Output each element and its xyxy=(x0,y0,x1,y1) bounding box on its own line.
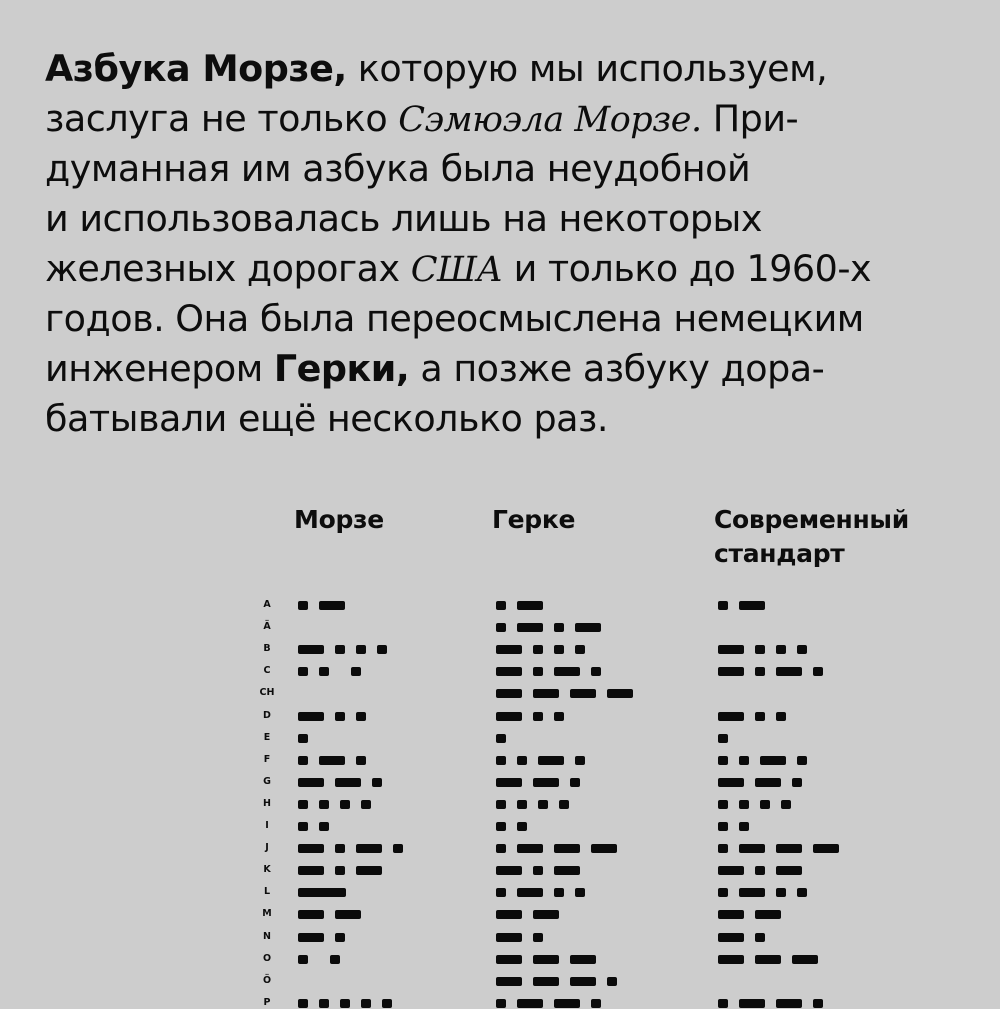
dot-mark xyxy=(755,667,765,676)
dot-mark xyxy=(361,800,371,809)
column-header-modern xyxy=(714,503,909,571)
dash-mark xyxy=(319,756,345,765)
dot-mark xyxy=(554,623,564,632)
dot-mark xyxy=(298,800,308,809)
dot-mark xyxy=(755,933,765,942)
intro-line xyxy=(45,344,985,394)
dash-mark xyxy=(298,910,324,919)
dash-mark xyxy=(496,712,522,721)
dot-mark xyxy=(335,933,345,942)
dot-mark xyxy=(755,866,765,875)
letter-label: Ö xyxy=(262,974,272,986)
intro-line xyxy=(45,44,985,94)
dot-mark xyxy=(335,866,345,875)
dash-mark xyxy=(298,778,324,787)
dash-mark xyxy=(356,844,382,853)
letter-label: Ä xyxy=(263,621,271,633)
intro-line xyxy=(45,194,985,244)
dot-mark xyxy=(335,712,345,721)
dot-mark xyxy=(607,977,617,986)
intro-text: инженером xyxy=(45,347,274,390)
dot-mark xyxy=(776,712,786,721)
dash-mark xyxy=(776,844,802,853)
dash-mark xyxy=(517,623,543,632)
dash-mark xyxy=(570,689,596,698)
dash-mark xyxy=(718,955,744,964)
dot-mark xyxy=(319,800,329,809)
dot-mark xyxy=(356,756,366,765)
column-header-morse xyxy=(294,503,384,537)
dot-mark xyxy=(813,667,823,676)
letter-label: E xyxy=(263,731,271,743)
dash-mark xyxy=(298,888,346,897)
letter-label: L xyxy=(263,886,271,898)
dot-mark xyxy=(298,734,308,743)
dash-mark xyxy=(533,689,559,698)
letter-label: J xyxy=(265,842,269,854)
dot-mark xyxy=(718,888,728,897)
bold-term: Герки, xyxy=(273,347,410,390)
dot-mark xyxy=(372,778,382,787)
dot-mark xyxy=(813,999,823,1008)
dash-mark xyxy=(554,866,580,875)
dash-mark xyxy=(776,866,802,875)
dash-mark xyxy=(517,999,543,1008)
intro-paragraph xyxy=(45,44,985,444)
dash-mark xyxy=(319,601,345,610)
dash-mark xyxy=(570,955,596,964)
dash-mark xyxy=(496,689,522,698)
dot-mark xyxy=(718,601,728,610)
dash-mark xyxy=(718,910,744,919)
letter-label: D xyxy=(263,709,271,721)
dash-mark xyxy=(533,977,559,986)
intro-line xyxy=(45,394,985,444)
column-header-line: Морзе xyxy=(294,505,384,534)
dot-mark xyxy=(340,800,350,809)
letter-label: I xyxy=(265,820,269,831)
dot-mark xyxy=(356,712,366,721)
dot-mark xyxy=(335,844,345,853)
dot-mark xyxy=(496,756,506,765)
dot-mark xyxy=(718,999,728,1008)
intro-line xyxy=(45,294,985,344)
dot-mark xyxy=(533,933,543,942)
dot-mark xyxy=(533,667,543,676)
dot-mark xyxy=(496,999,506,1008)
dot-mark xyxy=(496,734,506,743)
dot-mark xyxy=(351,667,361,676)
dot-mark xyxy=(298,955,308,964)
dot-mark xyxy=(496,800,506,809)
dot-mark xyxy=(570,778,580,787)
dash-mark xyxy=(298,866,324,875)
dot-mark xyxy=(517,800,527,809)
dot-mark xyxy=(718,734,728,743)
dot-mark xyxy=(340,999,350,1008)
dot-mark xyxy=(781,800,791,809)
dot-mark xyxy=(377,645,387,654)
dash-mark xyxy=(517,844,543,853)
dot-mark xyxy=(755,645,765,654)
column-header-line: Современный xyxy=(714,505,909,534)
dot-mark xyxy=(554,645,564,654)
dash-mark xyxy=(718,712,744,721)
intro-text: годов. Она была переосмыслена немецким xyxy=(45,297,864,340)
dash-mark xyxy=(776,667,802,676)
dot-mark xyxy=(517,756,527,765)
dot-mark xyxy=(575,888,585,897)
dot-mark xyxy=(739,756,749,765)
intro-text: думанная им азбука была неудобной xyxy=(45,147,751,190)
dot-mark xyxy=(361,999,371,1008)
dash-mark xyxy=(335,910,361,919)
dash-mark xyxy=(792,955,818,964)
dot-mark xyxy=(575,645,585,654)
dot-mark xyxy=(718,800,728,809)
dot-mark xyxy=(533,712,543,721)
letter-label: G xyxy=(263,775,271,787)
dot-mark xyxy=(554,712,564,721)
dash-mark xyxy=(298,712,324,721)
dash-mark xyxy=(570,977,596,986)
letter-label: CH xyxy=(259,687,275,699)
letter-label: O xyxy=(262,952,272,964)
dot-mark xyxy=(797,888,807,897)
dot-mark xyxy=(298,601,308,610)
dash-mark xyxy=(533,778,559,787)
letter-label: B xyxy=(263,643,271,655)
dash-mark xyxy=(496,955,522,964)
intro-text: заслуга не только xyxy=(45,97,399,140)
italic-term: США xyxy=(410,250,503,290)
dash-mark xyxy=(575,623,601,632)
dot-mark xyxy=(559,800,569,809)
dash-mark xyxy=(298,645,324,654)
bold-term: Азбука Морзе, xyxy=(45,47,347,90)
dot-mark xyxy=(319,822,329,831)
dot-mark xyxy=(517,822,527,831)
intro-text: и использовалась лишь на некоторых xyxy=(45,197,762,240)
dash-mark xyxy=(298,844,324,853)
intro-line xyxy=(45,244,985,294)
dash-mark xyxy=(496,778,522,787)
dash-mark xyxy=(335,778,361,787)
intro-text: и только до 1960-х xyxy=(502,247,872,290)
letter-label: P xyxy=(263,996,271,1008)
dot-mark xyxy=(760,800,770,809)
dot-mark xyxy=(739,822,749,831)
dot-mark xyxy=(591,667,601,676)
dash-mark xyxy=(755,955,781,964)
intro-text: При- xyxy=(701,97,799,140)
dot-mark xyxy=(718,844,728,853)
column-header-line: стандарт xyxy=(714,539,845,568)
dash-mark xyxy=(496,866,522,875)
dash-mark xyxy=(607,689,633,698)
dot-mark xyxy=(533,645,543,654)
dash-mark xyxy=(496,910,522,919)
dot-mark xyxy=(797,756,807,765)
dash-mark xyxy=(718,778,744,787)
dot-mark xyxy=(298,999,308,1008)
dash-mark xyxy=(718,667,744,676)
intro-line xyxy=(45,144,985,194)
intro-text: батывали ещё несколько раз. xyxy=(45,397,609,440)
dot-mark xyxy=(496,888,506,897)
dash-mark xyxy=(739,888,765,897)
dot-mark xyxy=(298,822,308,831)
column-header-gerke xyxy=(492,503,575,537)
intro-text: а позже азбуку дора- xyxy=(409,347,825,390)
dash-mark xyxy=(739,999,765,1008)
dot-mark xyxy=(319,667,329,676)
dot-mark xyxy=(718,822,728,831)
dot-mark xyxy=(538,800,548,809)
dot-mark xyxy=(393,844,403,853)
dash-mark xyxy=(554,844,580,853)
dot-mark xyxy=(739,800,749,809)
dash-mark xyxy=(496,645,522,654)
dash-mark xyxy=(718,933,744,942)
dot-mark xyxy=(496,623,506,632)
dot-mark xyxy=(797,645,807,654)
dash-mark xyxy=(718,866,744,875)
intro-line xyxy=(45,94,985,144)
dash-mark xyxy=(755,910,781,919)
letter-label: K xyxy=(263,864,271,876)
dash-mark xyxy=(760,756,786,765)
dot-mark xyxy=(591,999,601,1008)
letter-label: M xyxy=(262,908,272,920)
letter-label: F xyxy=(263,753,271,765)
dot-mark xyxy=(496,822,506,831)
letter-label: N xyxy=(263,930,271,942)
dot-mark xyxy=(298,667,308,676)
dot-mark xyxy=(298,756,308,765)
dot-mark xyxy=(554,888,564,897)
dot-mark xyxy=(382,999,392,1008)
dot-mark xyxy=(718,756,728,765)
dot-mark xyxy=(575,756,585,765)
dot-mark xyxy=(319,999,329,1008)
dot-mark xyxy=(755,712,765,721)
dot-mark xyxy=(776,645,786,654)
dash-mark xyxy=(739,601,765,610)
dash-mark xyxy=(591,844,617,853)
letter-label: H xyxy=(263,797,271,809)
letter-label: A xyxy=(263,599,271,610)
dash-mark xyxy=(517,601,543,610)
dash-mark xyxy=(533,955,559,964)
letter-label: C xyxy=(263,665,271,677)
dash-mark xyxy=(496,933,522,942)
dash-mark xyxy=(517,888,543,897)
column-header-line: Герке xyxy=(492,505,576,534)
italic-term: Сэмюэла Морзе. xyxy=(398,100,702,140)
dot-mark xyxy=(496,601,506,610)
dash-mark xyxy=(496,667,522,676)
dash-mark xyxy=(739,844,765,853)
dash-mark xyxy=(496,977,522,986)
dash-mark xyxy=(813,844,839,853)
dash-mark xyxy=(356,866,382,875)
dash-mark xyxy=(718,645,744,654)
dot-mark xyxy=(776,888,786,897)
dash-mark xyxy=(755,778,781,787)
dash-mark xyxy=(298,933,324,942)
dot-mark xyxy=(792,778,802,787)
intro-text: железных дорогах xyxy=(45,247,411,290)
dot-mark xyxy=(335,645,345,654)
dash-mark xyxy=(554,667,580,676)
dot-mark xyxy=(496,844,506,853)
dash-mark xyxy=(554,999,580,1008)
dash-mark xyxy=(538,756,564,765)
dash-mark xyxy=(776,999,802,1008)
dot-mark xyxy=(533,866,543,875)
dash-mark xyxy=(533,910,559,919)
intro-text: которую мы используем, xyxy=(346,47,828,90)
dot-mark xyxy=(330,955,340,964)
dot-mark xyxy=(356,645,366,654)
